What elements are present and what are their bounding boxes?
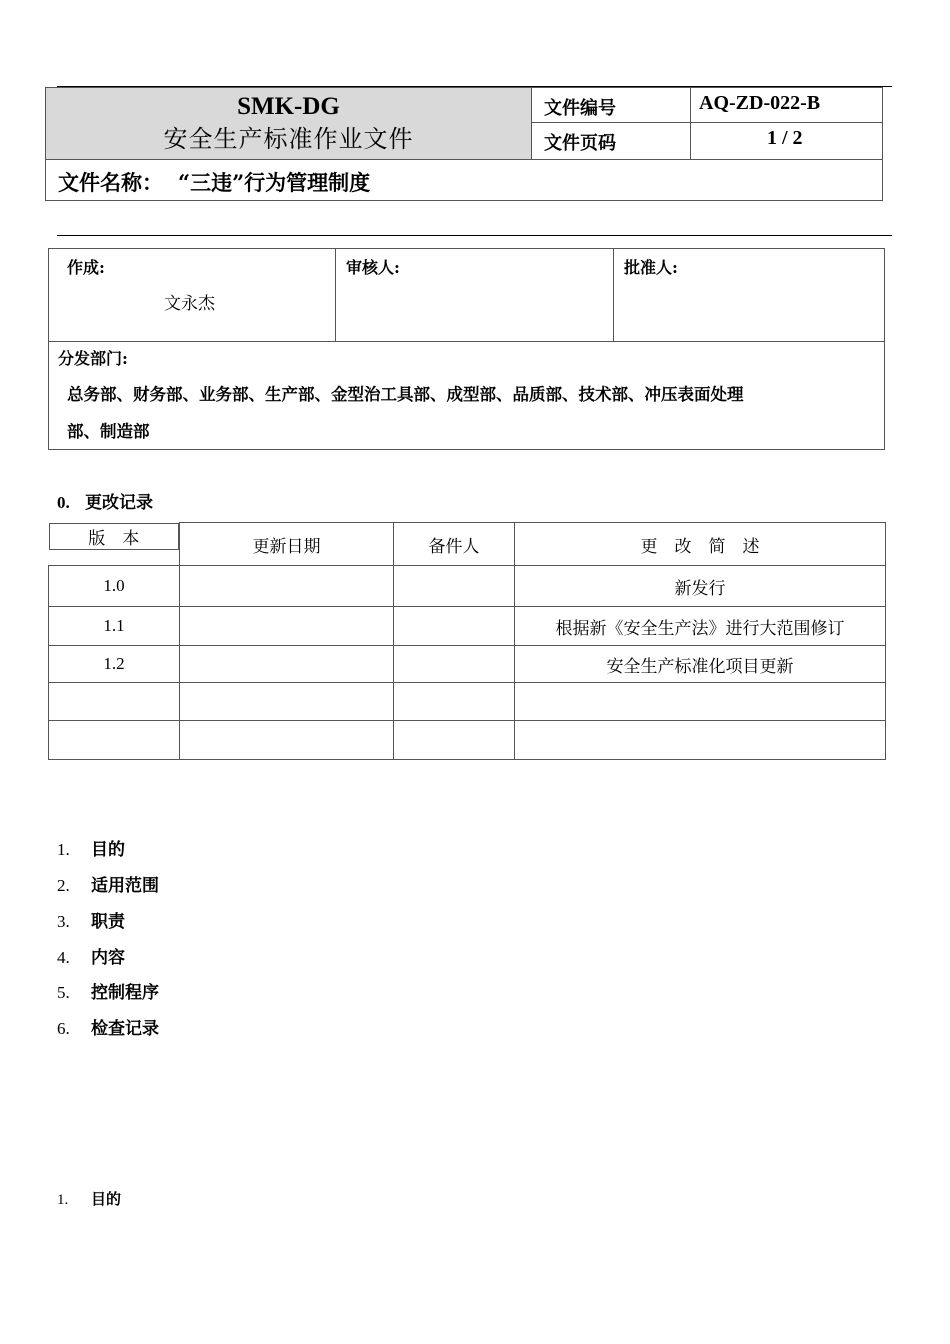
- doc-no-label-cell: [531, 87, 691, 123]
- cell-editor: [394, 683, 515, 721]
- table-header-row: [49, 523, 886, 566]
- distribution-list-line1: 总务部、财务部、业务部、生产部、金型治工具部、成型部、品质部、技术部、冲压表面处理: [67, 385, 744, 404]
- header-title-cell: [45, 87, 532, 160]
- toc-text: 控制程序: [91, 983, 159, 1003]
- cell-summary: [515, 721, 886, 760]
- toc-num: 6.: [57, 1019, 70, 1038]
- cell-editor: [394, 566, 515, 607]
- author-name: 文永杰: [164, 294, 215, 314]
- cell-date: [180, 721, 394, 760]
- table-row: [49, 566, 886, 607]
- col-header-date: 更新日期: [180, 523, 394, 566]
- section-1-num: 1.: [57, 1192, 69, 1208]
- change-record-num: 0.: [57, 493, 70, 512]
- cell-version: 1.2: [49, 646, 180, 683]
- page-label: 文件页码: [544, 133, 616, 154]
- cell-version: [49, 683, 180, 721]
- toc-text: 目的: [91, 840, 125, 860]
- page-value-cell: [690, 122, 883, 160]
- cell-version: 1.1: [49, 607, 180, 646]
- toc-item: [57, 978, 159, 1003]
- toc-text: 职责: [91, 912, 125, 932]
- author-cell: [48, 248, 336, 342]
- col-header-editor: 备件人: [394, 523, 515, 566]
- reviewer-label: 审核人:: [346, 258, 400, 277]
- doc-no-label: 文件编号: [544, 98, 616, 119]
- cell-summary: 新发行: [515, 566, 886, 607]
- document-subtitle: 安全生产标准作业文件: [163, 124, 414, 153]
- toc-text: 检查记录: [91, 1019, 159, 1039]
- change-record-table: [48, 522, 886, 760]
- approver-cell: [613, 248, 885, 342]
- file-name-cell: [45, 159, 883, 201]
- cell-date: [180, 683, 394, 721]
- cell-date: [180, 566, 394, 607]
- change-record-title: 更改记录: [85, 493, 153, 513]
- file-name-label: 文件名称：: [58, 170, 163, 195]
- toc-item: [57, 943, 125, 968]
- section-1-title: 目的: [91, 1190, 122, 1208]
- cell-version: [49, 721, 180, 760]
- cell-summary: [515, 683, 886, 721]
- page-value: 1 / 2: [767, 127, 803, 149]
- section-rule: [57, 235, 892, 236]
- doc-no-value-cell: [690, 87, 883, 123]
- cell-editor: [394, 646, 515, 683]
- col-header-version: 版 本: [49, 523, 180, 550]
- toc-item: [57, 907, 125, 932]
- approver-label: 批准人:: [624, 258, 678, 277]
- toc-text: 适用范围: [91, 876, 159, 896]
- toc-item: [57, 1014, 159, 1039]
- cell-editor: [394, 607, 515, 646]
- page-label-cell: [531, 122, 691, 160]
- cell-editor: [394, 721, 515, 760]
- cell-date: [180, 607, 394, 646]
- cell-summary: 安全生产标准化项目更新: [515, 646, 886, 683]
- cell-date: [180, 646, 394, 683]
- author-label: 作成:: [67, 258, 105, 277]
- toc-item: [57, 835, 125, 860]
- table-row: [49, 683, 886, 721]
- toc-num: 3.: [57, 912, 70, 931]
- distribution-cell: [48, 341, 885, 450]
- cell-version: 1.0: [49, 566, 180, 607]
- table-row: [49, 721, 886, 760]
- toc-num: 4.: [57, 948, 70, 967]
- table-row: [49, 646, 886, 683]
- toc-num: 1.: [57, 840, 70, 859]
- company-name: SMK-DG: [237, 92, 340, 120]
- doc-no-value: AQ-ZD-022-B: [699, 92, 821, 114]
- file-name-value: “三违”行为管理制度: [178, 170, 371, 195]
- change-record-heading: [57, 488, 153, 513]
- col-header-summary: 更 改 简 述: [515, 523, 886, 566]
- toc-num: 5.: [57, 983, 70, 1002]
- reviewer-cell: [335, 248, 614, 342]
- table-row: [49, 607, 886, 646]
- toc-text: 内容: [91, 948, 125, 968]
- toc-num: 2.: [57, 876, 70, 895]
- section-1-heading: [57, 1188, 121, 1209]
- toc-item: [57, 871, 159, 896]
- distribution-label: 分发部门:: [58, 349, 128, 368]
- cell-summary: 根据新《安全生产法》进行大范围修订: [515, 607, 886, 646]
- distribution-list-line2: 部、制造部: [67, 422, 150, 441]
